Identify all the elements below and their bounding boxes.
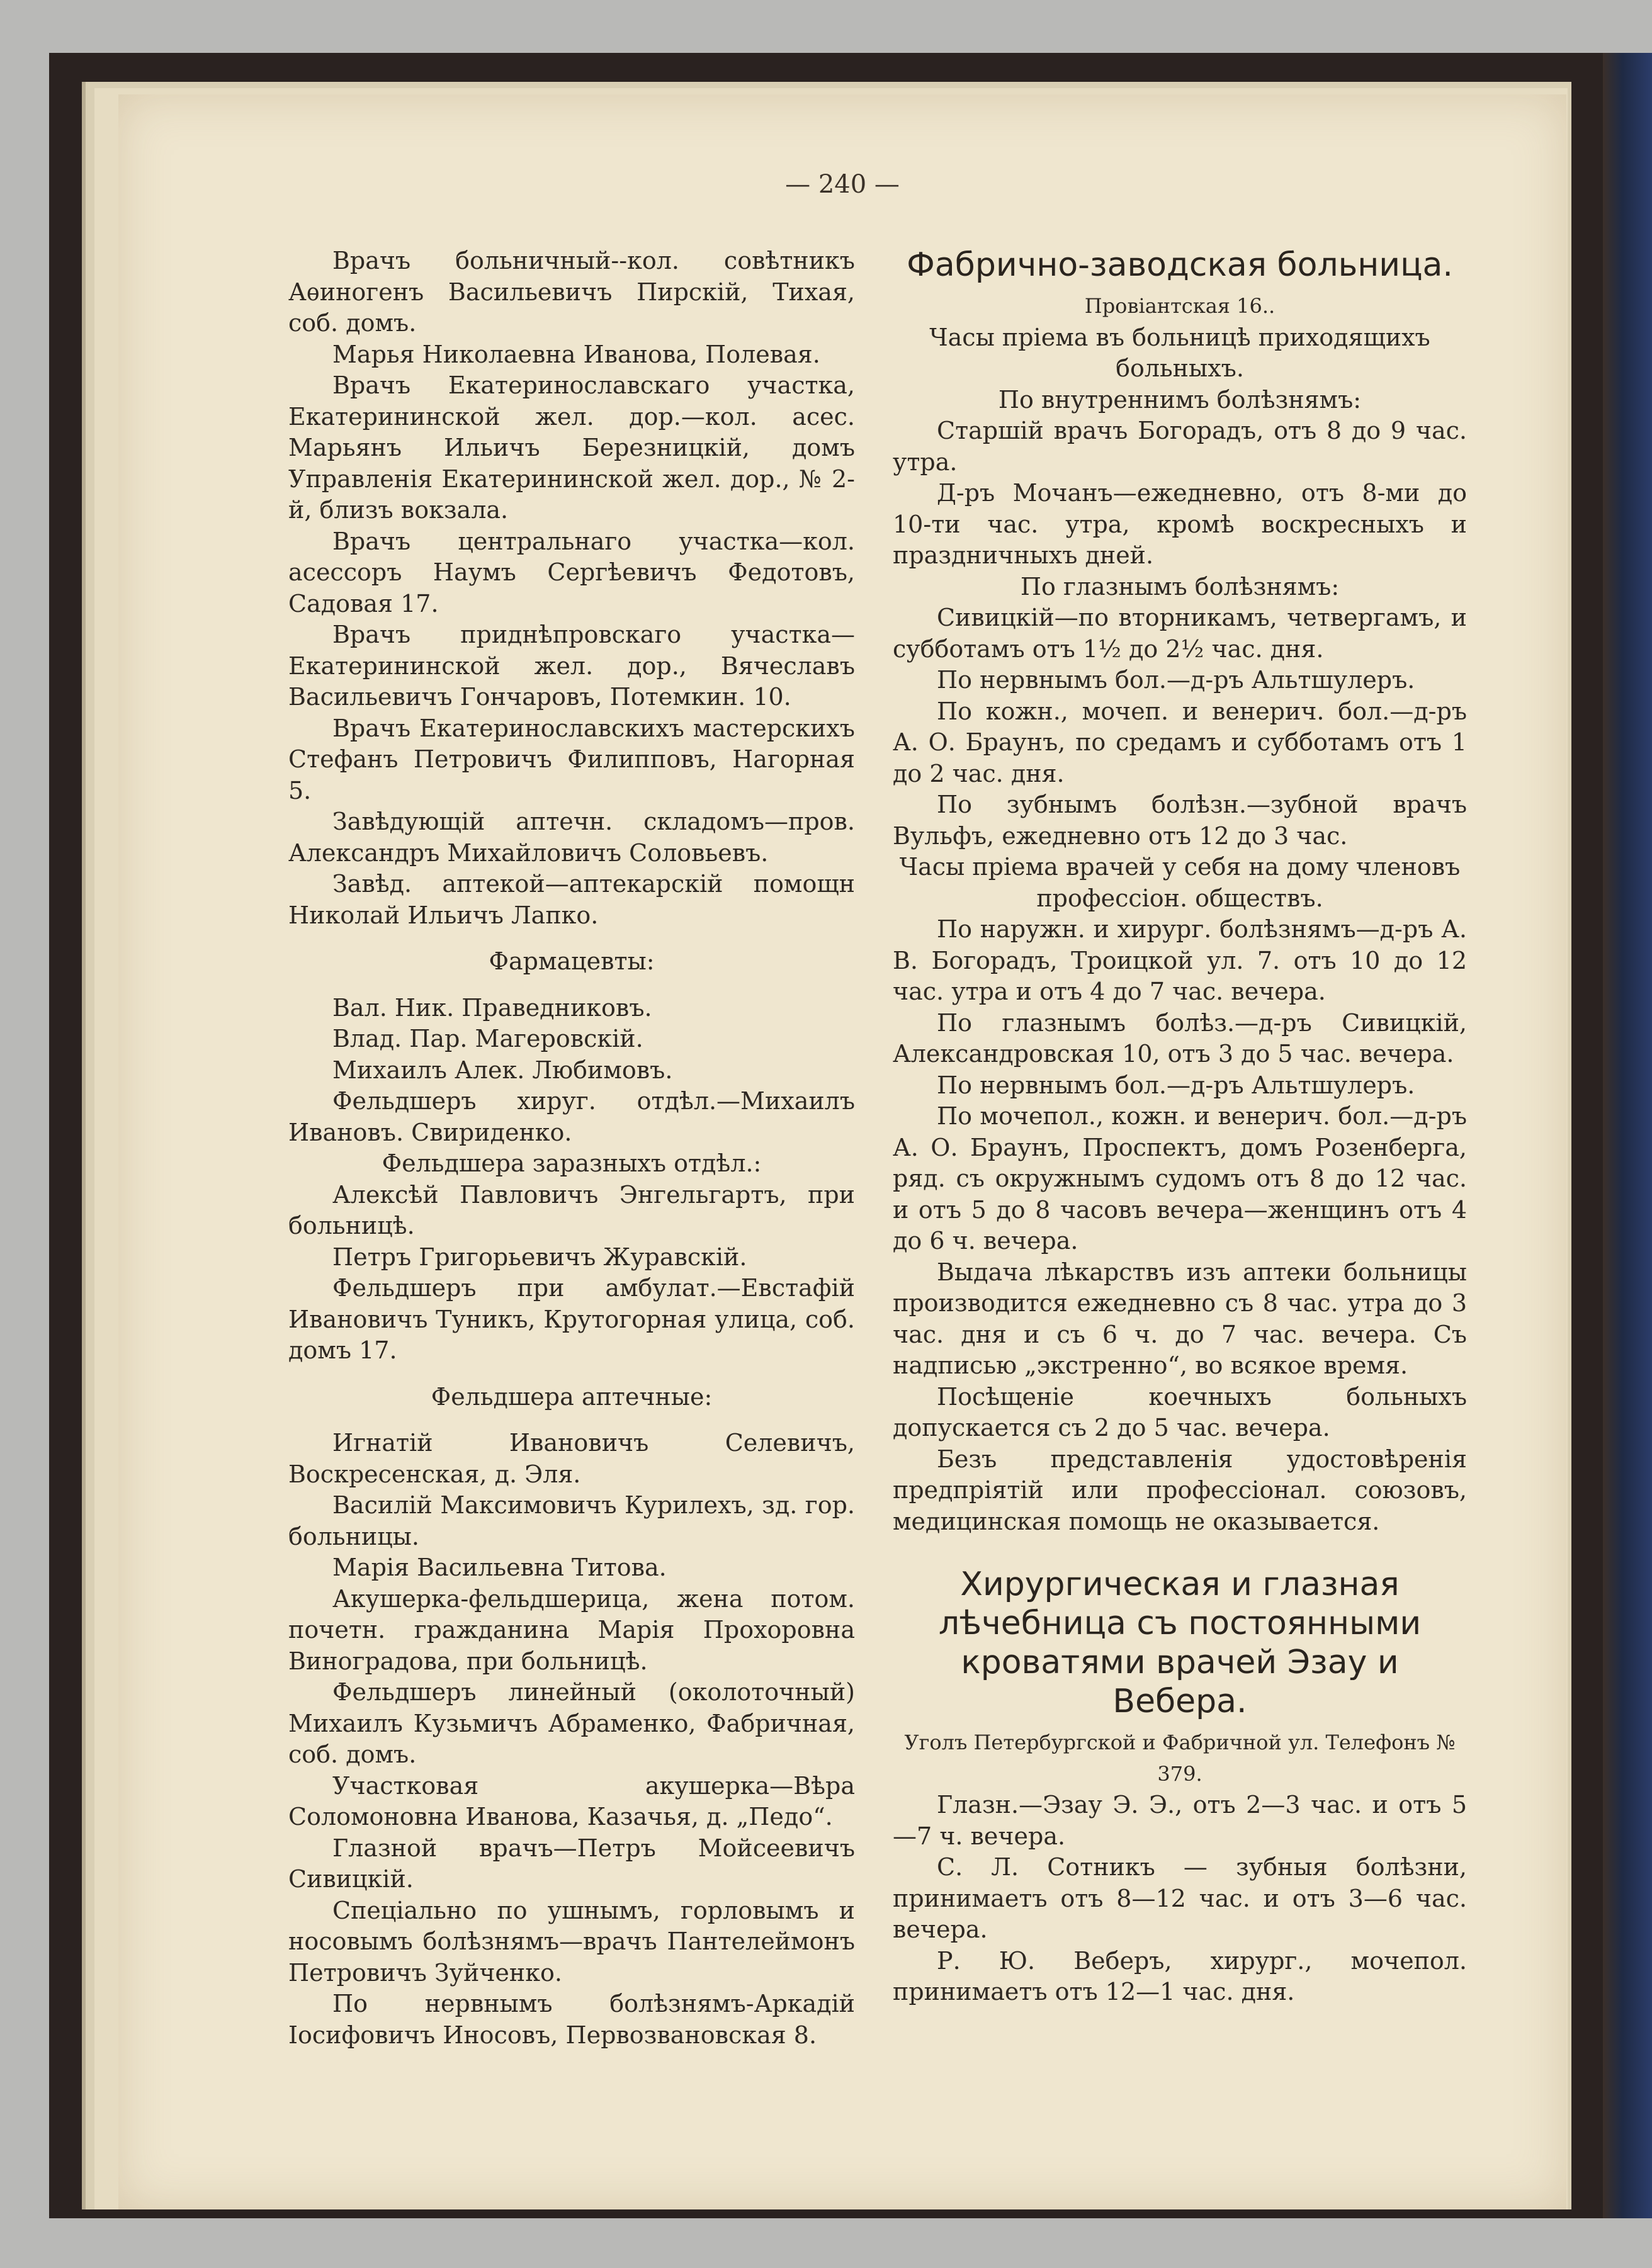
paragraph: По глазнымъ болѣз.—д-ръ Сивицкій, Александровская 10, отъ 3 до 5 час. вечера. xyxy=(893,1008,1467,1068)
paragraph: Врачъ Екатеринославскихъ мастерскихъ Стефанъ Петровичъ Филипповъ, Нагорная 5. xyxy=(288,714,855,804)
section-gap xyxy=(288,978,855,993)
paragraph: Игнатій Ивановичъ Селевичъ, Воскресенская, д. Эля. xyxy=(288,1429,855,1488)
paragraph: Врачъ больничный--кол. совѣтникъ Аѳиногенъ Васильевичъ Пирскій, Тихая, соб. домъ. xyxy=(288,247,855,337)
paragraph: Влад. Пар. Магеровскій. xyxy=(332,1025,643,1052)
paragraph: Михаилъ Алек. Любимовъ. xyxy=(332,1056,673,1084)
paragraph: Завѣдующій аптечн. складомъ—пров. Александръ Михайловичъ Соловьевъ. xyxy=(288,808,855,867)
paragraph: По наружн. и хирург. болѣзнямъ—д-ръ А. В. Богорадъ, Троицкой ул. 7. отъ 10 до 12 час. утра и отъ 4 до 7 час. вечера. xyxy=(893,915,1467,1005)
paragraph: Выдача лѣкарствъ изъ аптеки больницы производится ежедневно съ 8 час. утра до 3 час. дня и съ 6 ч. до 7 час. вечера. Съ надписью „экстренно“, во всякое время. xyxy=(893,1258,1467,1379)
left-column xyxy=(288,245,855,2051)
paragraph: Глазной врачъ—Петръ Мойсеевичъ Сивицкій. xyxy=(288,1834,855,1893)
paragraph: Марія Васильевна Титова. xyxy=(332,1554,667,1581)
paragraph: Фельдшеръ линейный (околоточный) Михаилъ Кузьмичъ Абраменко, Фабричная, соб. домъ. xyxy=(288,1678,855,1768)
centered-line: По внутреннимъ болѣзнямъ: xyxy=(998,385,1362,414)
paragraph: Алексѣй Павловичъ Энгельгартъ, при больницѣ. xyxy=(288,1180,855,1239)
paragraph: Посѣщеніе коечныхъ больныхъ допускается съ 2 до 5 час. вечера. xyxy=(893,1382,1467,1441)
paragraph: Завѣд. аптекой—аптекарскій помощн Николай Ильичъ Лапко. xyxy=(288,870,855,929)
address-line: Уголъ Петербургской и Фабричной ул. Телефонъ № 379. xyxy=(904,1730,1456,1786)
paragraph: Участковая акушерка—Вѣра Соломоновна Иванова, Казачья, д. „Педо“. xyxy=(288,1771,855,1831)
section-gap xyxy=(288,931,855,946)
paragraph: Врачъ Екатеринославскаго участка, Екатерининской жел. дор.—кол. асес. Марьянъ Ильичъ Березницкій, домъ Управленія Екатерининской жел. дор., № 2-й, близъ вокзала. xyxy=(288,371,855,524)
paragraph: Д-ръ Мочанъ—ежедневно, отъ 8-ми до 10-ти час. утра, кромѣ воскресныхъ и праздничныхъ дней. xyxy=(893,479,1467,569)
paragraph: Врачъ приднѣпровскаго участка—Екатерининской жел. дор., Вячеславъ Васильевичъ Гончаровъ, Потемкин. 10. xyxy=(288,621,855,711)
address-line: Провіантская 16.. xyxy=(1084,294,1276,318)
paragraph: По нервнымъ бол.—д-ръ Альтшулеръ. xyxy=(937,666,1415,694)
paragraph: Старшій врачъ Богорадъ, отъ 8 до 9 час. утра. xyxy=(893,417,1467,476)
centered-line: Часы пріема въ больницѣ приходящихъ больныхъ. xyxy=(929,323,1430,382)
paragraph: По кожн., мочеп. и венерич. бол.—д-ръ А. О. Браунъ, по средамъ и субботамъ отъ 1 до 2 час. дня. xyxy=(893,697,1467,787)
centered-line: Фельдшера заразныхъ отдѣл.: xyxy=(382,1149,762,1177)
paragraph: По мочепол., кожн. и венерич. бол.—д-ръ А. О. Браунъ, Проспектъ, домъ Розенберга, ряд. съ окружнымъ судомъ отъ 8 до 12 час. и отъ 5 до 8 часовъ вечера—женщинъ отъ 4 до 6 ч. вечера. xyxy=(893,1102,1467,1255)
paragraph: По нервнымъ болѣзнямъ-Аркадій Іосифовичъ Иносовъ, Первозвановская 8. xyxy=(288,1990,855,2049)
paragraph: С. Л. Сотникъ — зубныя болѣзни, принимаетъ отъ 8—12 час. и отъ 3—6 час. вечера. xyxy=(893,1853,1467,1943)
book-cover-edge xyxy=(1603,53,1652,2218)
paragraph: Василій Максимовичъ Курилехъ, зд. гор. больницы. xyxy=(288,1491,855,1550)
paragraph: Глазн.—Эзау Э. Э., отъ 2—3 час. и отъ 5—7 ч. вечера. xyxy=(893,1791,1467,1850)
paragraph: Сивицкій—по вторникамъ, четвергамъ, и субботамъ отъ 1½ до 2½ час. дня. xyxy=(893,604,1467,663)
paragraph: Акушерка-фельдшерица, жена потом. почетн. гражданина Марія Прохоровна Виноградова, при больницѣ. xyxy=(288,1584,855,1675)
subsection-heading: Фельдшера аптечные: xyxy=(431,1382,713,1411)
paragraph: Фельдшеръ хируг. отдѣл.—Михаилъ Ивановъ. Свириденко. xyxy=(288,1087,855,1146)
subsection-heading: Фармацевты: xyxy=(489,947,655,975)
paragraph: Безъ представленія удостовѣренія предпріятій или профессіонал. союзовъ, медицинская помощь не оказывается. xyxy=(893,1445,1467,1535)
section-heading: Хирургическая и глазная лѣчебница съ постоянными кроватями врачей Эзау и Вебера. xyxy=(938,1566,1422,1720)
right-column xyxy=(893,245,1467,2008)
section-gap xyxy=(893,1537,1467,1565)
centered-line: По глазнымъ болѣзнямъ: xyxy=(1020,572,1340,601)
paragraph: По зубнымъ болѣзн.—зубной врачъ Вульфъ, ежедневно отъ 12 до 3 час. xyxy=(893,791,1467,850)
section-gap xyxy=(893,1721,1467,1727)
section-gap xyxy=(893,285,1467,291)
paragraph: Фельдшеръ при амбулат.—Евстафій Ивановичъ Туникъ, Крутогорная улица, соб. домъ 17. xyxy=(288,1274,855,1364)
paragraph: Вал. Ник. Праведниковъ. xyxy=(332,993,652,1022)
paragraph: По нервнымъ бол.—д-ръ Альтшулеръ. xyxy=(937,1071,1415,1099)
paragraph: Спеціально по ушнымъ, горловымъ и носовымъ болѣзнямъ—врачъ Пантелеймонъ Петровичъ Зуйченко. xyxy=(288,1896,855,1987)
section-gap xyxy=(288,1367,855,1382)
centered-line: Часы пріема врачей у себя на дому членовъ профессіон. обществъ. xyxy=(899,853,1461,912)
paragraph: Марья Николаевна Иванова, Полевая. xyxy=(332,340,820,368)
paragraph: Р. Ю. Веберъ, хирург., мочепол. принимаетъ отъ 12—1 час. дня. xyxy=(893,1946,1467,2006)
paragraph: Петръ Григорьевичъ Журавскій. xyxy=(332,1243,747,1271)
page-number: — 240 — xyxy=(785,170,900,199)
paragraph: Врачъ центральнаго участка—кол. асессоръ Наумъ Сергѣевичъ Федотовъ, Садовая 17. xyxy=(288,527,855,618)
section-heading: Фабрично-заводская больница. xyxy=(907,246,1453,284)
book-page xyxy=(118,94,1566,2209)
section-gap xyxy=(288,1413,855,1428)
